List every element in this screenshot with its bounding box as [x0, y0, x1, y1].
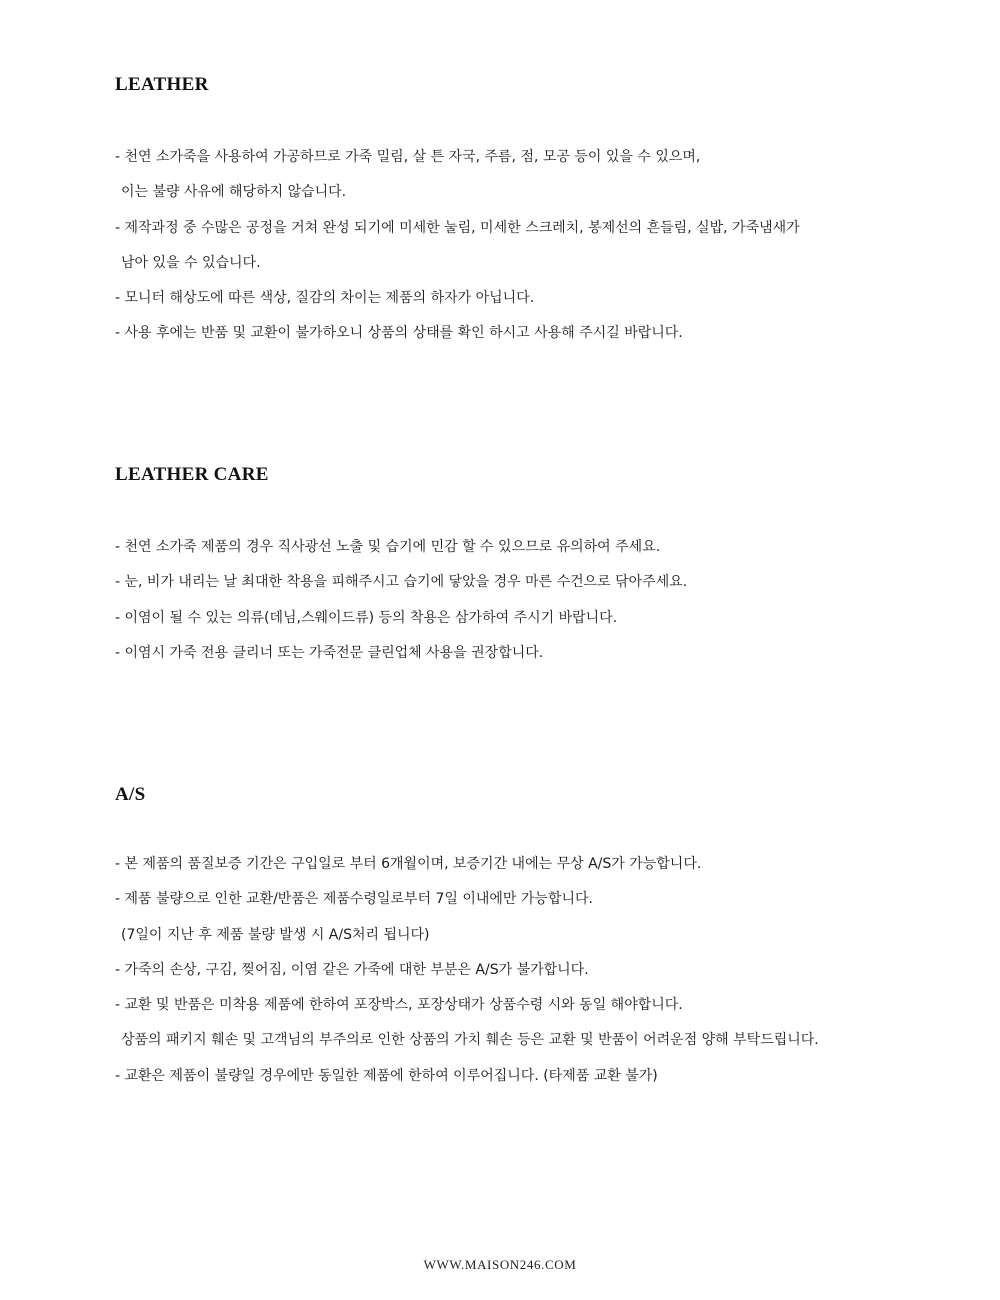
section-title-as: A/S: [115, 784, 146, 805]
note-line: - 가죽의 손상, 구김, 찢어짐, 이염 같은 가죽에 대한 부분은 A/S가 불가합니다.: [115, 961, 589, 978]
note-line: 남아 있을 수 있습니다.: [121, 254, 261, 271]
section-leather: [115, 74, 975, 342]
note-line: - 모니터 해상도에 따른 색상, 질감의 차이는 제품의 하자가 아닙니다.: [115, 290, 535, 307]
note-line: - 천연 소가죽 제품의 경우 직사광선 노출 및 습기에 민감 할 수 있으므로 유의하여 주세요.: [115, 539, 661, 555]
footer-website: WWW.MAISON246.COM: [423, 1257, 577, 1272]
leather-care-notes: [115, 537, 687, 678]
section-leather-care: [115, 464, 975, 661]
note-line: - 제작과정 중 수많은 공정을 거쳐 완성 되기에 미세한 눌림, 미세한 스크레치, 봉제선의 흔들림, 실밥, 가죽냄새가: [115, 219, 800, 236]
note-line: - 교환 및 반품은 미착용 제품에 한하여 포장박스, 포장상태가 상품수령 시와 동일 해야합니다.: [115, 997, 683, 1014]
section-title-leather: LEATHER: [115, 74, 209, 95]
note-line: - 교환은 제품이 불량일 경우에만 동일한 제품에 한하여 이루어집니다. (타제품 교환 불가): [115, 1067, 658, 1084]
note-line: - 이염시 가죽 전용 클리너 또는 가죽전문 클린업체 사용을 권장합니다.: [115, 644, 544, 661]
note-line: 이는 불량 사유에 해당하지 않습니다.: [121, 184, 347, 201]
note-line: - 본 제품의 품질보증 기간은 구입일로 부터 6개월이며, 보증기간 내에는 무상 A/S가 가능합니다.: [115, 856, 702, 872]
section-as: [115, 784, 975, 1084]
note-line: - 제품 불량으로 인한 교환/반품은 제품수령일로부터 7일 이내에만 가능합니다.: [115, 891, 593, 908]
note-line: 상품의 패키지 훼손 및 고객님의 부주의로 인한 상품의 가치 훼손 등은 교환 및 반품이 어려운점 양해 부탁드립니다.: [121, 1032, 819, 1049]
leather-notes: [115, 147, 800, 359]
section-title-leather-care: LEATHER CARE: [115, 464, 269, 485]
note-line: (7일이 지난 후 제품 불량 발생 시 A/S처리 됩니다): [121, 926, 430, 943]
as-notes: [115, 854, 819, 1101]
note-line: - 눈, 비가 내리는 날 최대한 착용을 피해주시고 습기에 닿았을 경우 마른 수건으로 닦아주세요.: [115, 574, 688, 591]
note-line: - 천연 소가죽을 사용하여 가공하므로 가죽 밀림, 살 튼 자국, 주름, 점, 모공 등이 있을 수 있으며,: [115, 149, 701, 165]
note-line: - 사용 후에는 반품 및 교환이 불가하오니 상품의 상태를 확인 하시고 사용해 주시길 바랍니다.: [115, 325, 683, 342]
note-line: - 이염이 될 수 있는 의류(데님,스웨이드류) 등의 착용은 삼가하여 주시기 바랍니다.: [115, 609, 618, 626]
